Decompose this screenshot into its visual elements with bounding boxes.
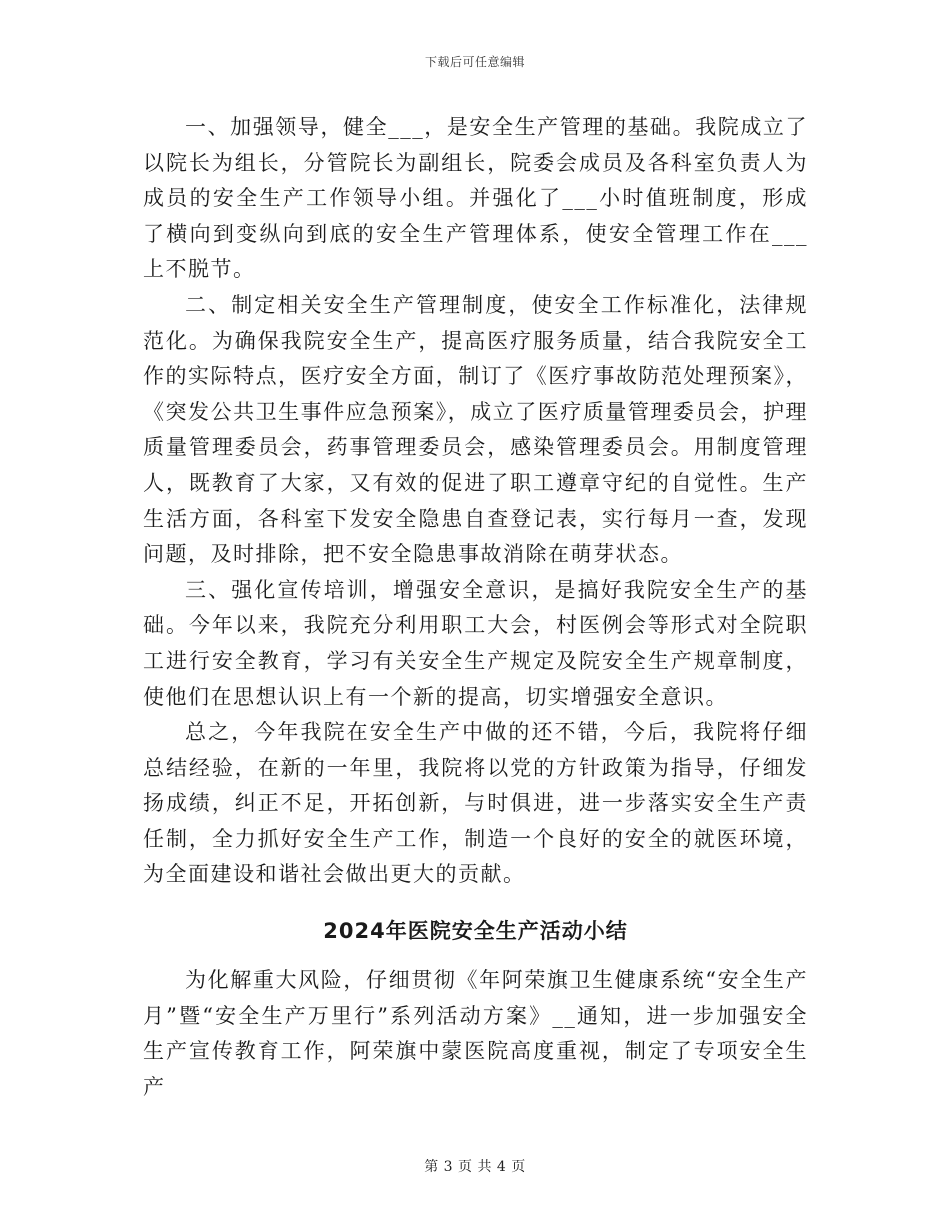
paragraph-section-intro: 为化解重大风险，仔细贯彻《年阿荣旗卫生健康系统“安全生产月”暨“安全生产万里行”系列活动方案》__通知，进一步加强安全生产宣传教育工作，阿荣旗中蒙医院高度重视，制定了专项安全生产 — [143, 968, 808, 1099]
paragraph-summary: 总之，今年我院在安全生产中做的还不错，今后，我院将仔细总结经验，在新的一年里，我院将以党的方针政策为指导，仔细发扬成绩，纠正不足，开拓创新，与时俱进，进一步落实安全生产责任制，全力抓好安全生产工作，制造一个良好的安全的就医环境，为全面建设和谐社会做出更大的贡献。 — [143, 720, 808, 887]
paragraph-training: 三、强化宣传培训，增强安全意识，是搞好我院安全生产的基础。今年以来，我院充分利用职工大会，村医例会等形式对全院职工进行安全教育，学习有关安全生产规定及院安全生产规章制度，使他们在思想认识上有一个新的提高，切实增强安全意识。 — [143, 577, 808, 709]
page-number: 第 3 页 共 4 页 — [424, 1159, 526, 1175]
paragraph-regulations: 二、制定相关安全生产管理制度，使安全工作标准化，法律规范化。为确保我院安全生产，提高医疗服务质量，结合我院安全工作的实际特点，医疗安全方面，制订了《医疗事故防范处理预案》，《突发公共卫生事件应急预案》，成立了医疗质量管理委员会，护理质量管理委员会，药事管理委员会，感染管理委员会。用制度管理人，既教育了大家，又有效的促进了职工遵章守纪的自觉性。生产生活方面，各科室下发安全隐患自查登记表，实行每月一查，发现问题，及时排除，把不安全隐患事故消除在萌芽状态。 — [143, 292, 808, 567]
document-body — [143, 110, 808, 1105]
section-title: 2024年医院安全生产活动小结 — [323, 919, 628, 944]
page-header-note: 下载后可任意编辑 — [424, 55, 525, 69]
paragraph-leadership: 一、加强领导，健全___，是安全生产管理的基础。我院成立了以院长为组长，分管院长为副组长，院委会成员及各科室负责人为成员的安全生产工作领导小组。并强化了___小时值班制度，形成了横向到变纵向到底的安全生产管理体系，使安全管理工作在___上不脱节。 — [143, 115, 808, 282]
